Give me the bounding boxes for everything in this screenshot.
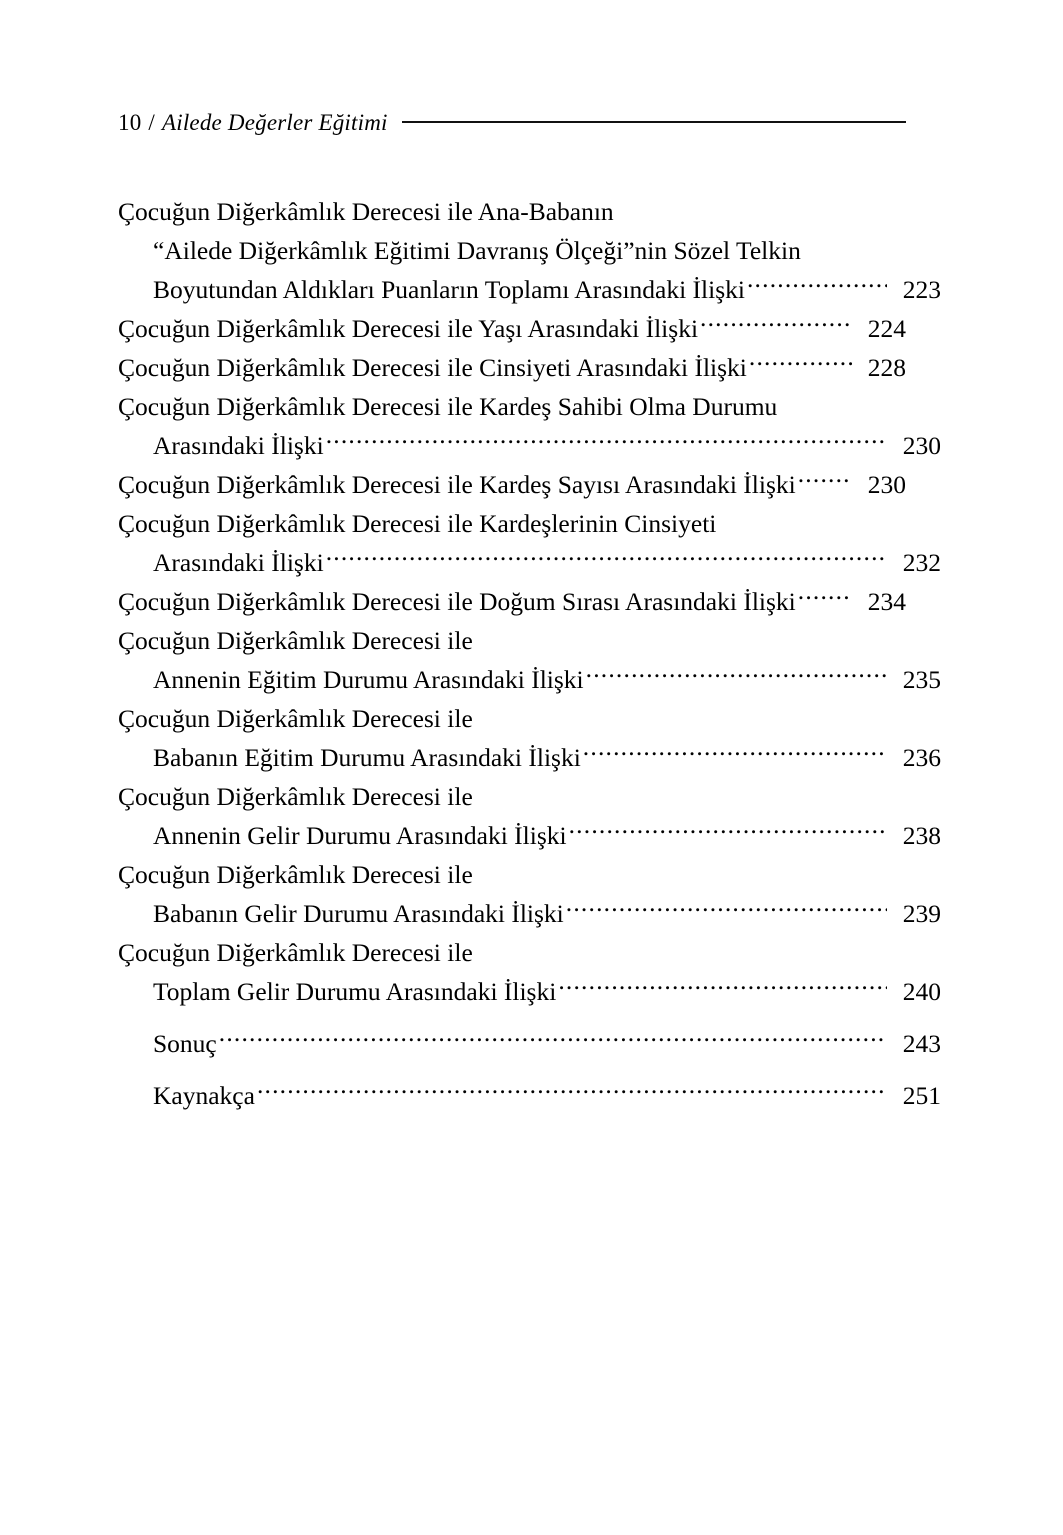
book-title: Ailede Değerler Eğitimi — [162, 110, 388, 135]
toc-entry-title: Babanın Gelir Durumu Arasındaki İlişki — [153, 899, 564, 928]
toc-entry-title: Çocuğun Diğerkâmlık Derecesi ile — [118, 938, 473, 967]
toc-page-number: 236 — [902, 743, 941, 772]
toc-page-number: 251 — [902, 1081, 941, 1110]
toc-entry[interactable] — [118, 621, 906, 660]
toc-entry-title: Çocuğun Diğerkâmlık Derecesi ile Cinsiyeti Arasındaki İlişki — [118, 353, 747, 382]
toc-page-number: 223 — [902, 275, 941, 304]
toc-entry[interactable] — [118, 543, 941, 582]
header-rule — [402, 121, 906, 123]
toc-page-number: 230 — [867, 470, 906, 499]
toc-entry[interactable] — [118, 504, 906, 543]
toc-page-number: 224 — [867, 314, 906, 343]
toc-page-number: 238 — [902, 821, 941, 850]
toc-entry[interactable] — [118, 816, 941, 855]
toc-page-number: 230 — [902, 431, 941, 460]
toc-page-number: 243 — [902, 1029, 941, 1058]
toc-entry[interactable] — [118, 777, 906, 816]
toc-entry[interactable] — [118, 192, 906, 231]
toc-entry-title: Çocuğun Diğerkâmlık Derecesi ile Doğum Sırası Arasındaki İlişki — [118, 587, 796, 616]
toc-entry[interactable] — [118, 387, 906, 426]
toc-entry-title: Toplam Gelir Durumu Arasındaki İlişki — [153, 977, 557, 1006]
toc-entry-title: Arasındaki İlişki — [153, 548, 324, 577]
toc-dot-leader — [798, 585, 852, 611]
toc-page-number: 234 — [867, 587, 906, 616]
toc-entry-title: “Ailede Diğerkâmlık Eğitimi Davranış Ölçeği”nin Sözel Telkin — [153, 236, 801, 265]
toc-entry-title: Kaynakça — [153, 1081, 255, 1110]
table-of-contents — [118, 192, 941, 1115]
toc-page-number: 240 — [902, 977, 941, 1006]
toc-entry[interactable] — [118, 465, 906, 504]
toc-entry[interactable] — [118, 426, 941, 465]
toc-dot-leader — [583, 741, 887, 767]
toc-entry[interactable] — [118, 972, 941, 1011]
toc-page-number: 232 — [902, 548, 941, 577]
toc-entry-title: Çocuğun Diğerkâmlık Derecesi ile — [118, 626, 473, 655]
toc-entry-title: Çocuğun Diğerkâmlık Derecesi ile Kardeş Sahibi Olma Durumu — [118, 392, 778, 421]
toc-entry-title: Çocuğun Diğerkâmlık Derecesi ile — [118, 782, 473, 811]
toc-dot-leader — [558, 975, 887, 1001]
toc-entry-title: Annenin Gelir Durumu Arasındaki İlişki — [153, 821, 567, 850]
toc-dot-leader — [747, 273, 887, 299]
running-header — [118, 110, 906, 144]
toc-entry-title: Çocuğun Diğerkâmlık Derecesi ile Ana-Babanın — [118, 197, 614, 226]
toc-entry[interactable] — [118, 738, 941, 777]
toc-dot-leader — [566, 897, 887, 923]
toc-entry[interactable] — [118, 231, 941, 270]
toc-entry-title: Babanın Eğitim Durumu Arasındaki İlişki — [153, 743, 581, 772]
toc-entry[interactable] — [118, 855, 906, 894]
header-separator: / — [148, 110, 155, 135]
toc-entry[interactable] — [118, 348, 906, 387]
toc-entry-title: Annenin Eğitim Durumu Arasındaki İlişki — [153, 665, 584, 694]
toc-page-number: 235 — [902, 665, 941, 694]
toc-entry[interactable] — [118, 1076, 941, 1115]
toc-entry[interactable] — [118, 660, 941, 699]
toc-dot-leader — [326, 546, 887, 572]
toc-entry-title: Çocuğun Diğerkâmlık Derecesi ile — [118, 860, 473, 889]
toc-dot-leader — [257, 1079, 887, 1105]
toc-page-number: 239 — [902, 899, 941, 928]
page-folio-number: 10 — [118, 110, 142, 135]
toc-entry-title: Çocuğun Diğerkâmlık Derecesi ile Yaşı Arasındaki İlişki — [118, 314, 699, 343]
toc-dot-leader — [798, 468, 852, 494]
toc-dot-leader — [326, 429, 887, 455]
toc-entry-title: Çocuğun Diğerkâmlık Derecesi ile Kardeş Sayısı Arasındaki İlişki — [118, 470, 796, 499]
toc-entry[interactable] — [118, 699, 906, 738]
toc-entry[interactable] — [118, 270, 941, 309]
toc-entry-title: Sonuç — [153, 1029, 217, 1058]
toc-dot-leader — [586, 663, 887, 689]
toc-entry[interactable] — [118, 582, 906, 621]
toc-entry[interactable] — [118, 309, 906, 348]
toc-entry-title: Çocuğun Diğerkâmlık Derecesi ile — [118, 704, 473, 733]
toc-entry[interactable] — [118, 894, 941, 933]
toc-entry[interactable] — [118, 933, 906, 972]
toc-dot-leader — [749, 351, 852, 377]
toc-dot-leader — [219, 1027, 887, 1053]
toc-page-number: 228 — [867, 353, 906, 382]
toc-entry-title: Çocuğun Diğerkâmlık Derecesi ile Kardeşlerinin Cinsiyeti — [118, 509, 717, 538]
toc-entry-title: Boyutundan Aldıkları Puanların Toplamı Arasındaki İlişki — [153, 275, 745, 304]
toc-entry-title: Arasındaki İlişki — [153, 431, 324, 460]
toc-dot-leader — [569, 819, 887, 845]
toc-dot-leader — [700, 312, 852, 338]
toc-entry[interactable] — [118, 1024, 941, 1063]
